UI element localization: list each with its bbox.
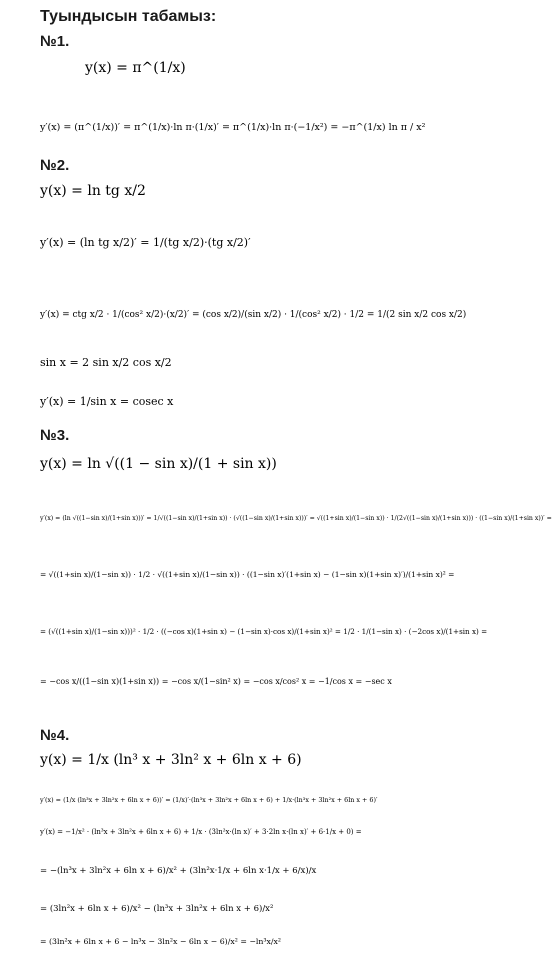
problem-3-step-3: = (√((1+sin x)/(1−sin x)))² · 1/2 · ((−cos x)(1+sin x) − (1−sin x)·cos x)/(1+sin x)² = 1/2 · 1/(1−sin x) · (−2cos x)/(1+sin x) = — [40, 627, 488, 636]
problem-3-step-4: = −cos x/((1−sin x)(1+sin x)) = −cos x/(1−sin² x) = −cos x/cos² x = −1/cos x = −sec x — [40, 677, 392, 686]
problem-2-label: №2. — [40, 157, 70, 174]
problem-2-given: y(x) = ln tg x/2 — [40, 183, 146, 199]
problem-4-label: №4. — [40, 727, 70, 744]
problem-4-step-1: y′(x) = (1/x (ln³x + 3ln²x + 6ln x + 6))′ = (1/x)′·(ln³x + 3ln²x + 6ln x + 6) + 1/x·(ln³x + 3ln²x + 6ln x + 6)′ — [40, 796, 378, 804]
problem-2-step-1: y′(x) = (ln tg x/2)′ = 1/(tg x/2)·(tg x/2)′ — [40, 236, 251, 249]
problem-1-label: №1. — [40, 33, 70, 50]
problem-3-given: y(x) = ln √((1 − sin x)/(1 + sin x)) — [40, 456, 277, 472]
problem-1-step-1: y′(x) = (π^(1/x))′ = π^(1/x)·ln π·(1/x)′ = π^(1/x)·ln π·(−1/x²) = −π^(1/x) ln π / x² — [40, 122, 426, 133]
problem-2-step-4: y′(x) = 1/sin x = cosec x — [40, 395, 174, 408]
problem-2-step-2: y′(x) = ctg x/2 · 1/(cos² x/2)·(x/2)′ = (cos x/2)/(sin x/2) · 1/(cos² x/2) · 1/2 = 1/(2 sin x/2 cos x/2) — [40, 310, 467, 320]
page-title: Туындысын табамыз: — [40, 8, 217, 25]
problem-2-step-3: sin x = 2 sin x/2 cos x/2 — [40, 356, 172, 369]
problem-4-step-4: = (3ln²x + 6ln x + 6)/x² − (ln³x + 3ln²x + 6ln x + 6)/x² — [40, 904, 274, 914]
problem-1-given: y(x) = π^(1/x) — [85, 60, 186, 76]
problem-3-step-2: = √((1+sin x)/(1−sin x)) · 1/2 · √((1+sin x)/(1−sin x)) · ((1−sin x)′(1+sin x) − (1−sin x)(1+sin x)′)/(1+sin x)² = — [40, 570, 455, 579]
problem-4-step-3: = −(ln³x + 3ln²x + 6ln x + 6)/x² + (3ln²x·1/x + 6ln x·1/x + 6/x)/x — [40, 866, 317, 876]
problem-3-step-1: y′(x) = (ln √((1−sin x)/(1+sin x)))′ = 1/√((1−sin x)/(1+sin x)) · (√((1−sin x)/(1+sin x)))′ = √((1+sin x)/(1−sin x)) · 1/(2√((1−sin x)/(1+sin x))) · ((1−sin x)/(1+sin x))′ = — [40, 515, 552, 522]
problem-4-step-2: y′(x) = −1/x² · (ln³x + 3ln²x + 6ln x + 6) + 1/x · (3ln²x·(ln x)′ + 3·2ln x·(ln x)′ + 6·1/x + 0) = — [40, 828, 362, 836]
problem-4-step-5: = (3ln²x + 6ln x + 6 − ln³x − 3ln²x − 6ln x − 6)/x² = −ln³x/x² — [40, 937, 282, 946]
problem-4-given: y(x) = 1/x (ln³ x + 3ln² x + 6ln x + 6) — [40, 752, 302, 768]
problem-3-label: №3. — [40, 427, 70, 444]
